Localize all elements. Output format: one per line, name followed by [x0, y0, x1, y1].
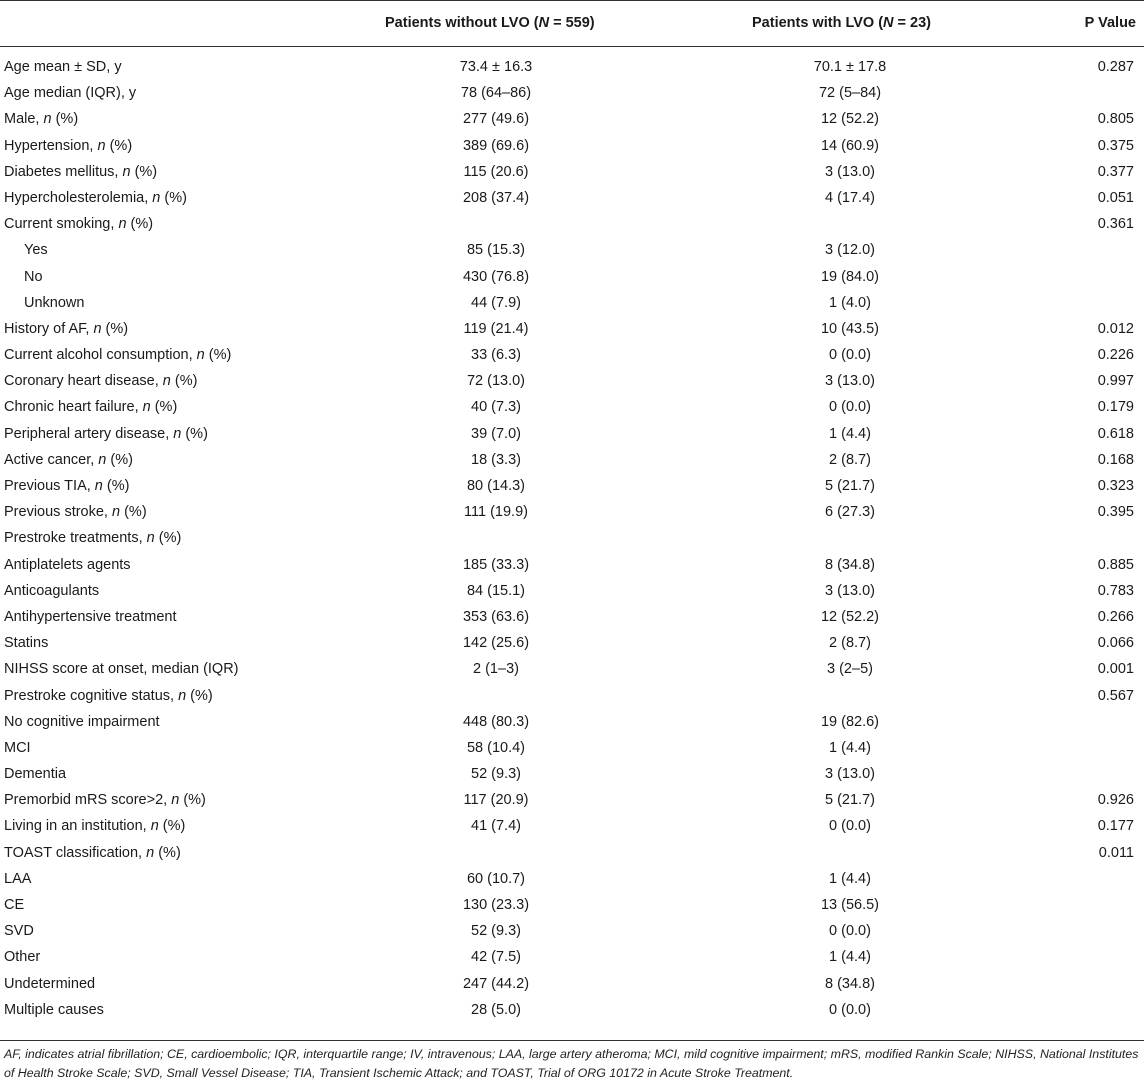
row-label: Age median (IQR), y — [4, 85, 137, 102]
table-row — [0, 604, 1144, 630]
row-label: NIHSS score at onset, median (IQR) — [4, 661, 239, 678]
table-row — [0, 944, 1144, 970]
cell-without-lvo: 84 (15.1) — [466, 582, 526, 599]
cell-p-value: 0.323 — [1097, 478, 1134, 494]
cell-p-value: 0.012 — [1097, 320, 1134, 337]
row-label: Other — [4, 949, 41, 966]
row-label: Current smoking, n (%) — [4, 216, 154, 233]
cell-without-lvo: 42 (7.5) — [471, 949, 521, 966]
row-label: Statins — [4, 635, 49, 652]
table-row — [0, 840, 1144, 866]
table-row — [0, 447, 1144, 473]
table-header-row — [0, 0, 1144, 46]
table-row — [0, 787, 1144, 813]
table-row — [0, 185, 1144, 211]
row-label: Peripheral artery disease, n (%) — [4, 425, 208, 442]
cell-with-lvo: 0 (0.0) — [829, 923, 871, 940]
table-header-rule — [0, 46, 1144, 47]
row-label: Premorbid mRS score>2, n (%) — [4, 792, 206, 809]
cell-without-lvo: 52 (9.3) — [471, 923, 521, 940]
table-row — [0, 159, 1144, 185]
table-row — [0, 421, 1144, 447]
cell-p-value: 0.885 — [1097, 556, 1134, 573]
row-label: Coronary heart disease, n (%) — [4, 373, 198, 390]
cell-with-lvo: 1 (4.4) — [829, 739, 871, 756]
table-row — [0, 237, 1144, 263]
table-row — [0, 368, 1144, 394]
cell-without-lvo: 119 (21.4) — [463, 320, 529, 337]
cell-p-value: 0.001 — [1097, 661, 1134, 678]
row-label: Chronic heart failure, n (%) — [4, 399, 178, 416]
row-label: Antiplatelets agents — [4, 556, 131, 573]
cell-without-lvo: 80 (14.3) — [466, 478, 526, 494]
cell-with-lvo: 2 (8.7) — [829, 635, 871, 652]
row-label: Previous TIA, n (%) — [4, 478, 130, 494]
cell-p-value: 0.226 — [1097, 347, 1134, 364]
row-label: Living in an institution, n (%) — [4, 818, 186, 835]
cell-without-lvo: 117 (20.9) — [463, 792, 529, 809]
table-body — [0, 54, 1144, 1023]
cell-without-lvo: 40 (7.3) — [471, 399, 521, 416]
cell-p-value: 0.177 — [1097, 818, 1134, 835]
cell-with-lvo: 1 (4.4) — [829, 425, 871, 442]
cell-with-lvo: 3 (13.0) — [825, 582, 875, 599]
row-label: LAA — [4, 870, 32, 887]
row-label: Current alcohol consumption, n (%) — [4, 347, 232, 364]
row-label: Male, n (%) — [4, 111, 79, 128]
cell-p-value: 0.375 — [1097, 137, 1134, 154]
table-row — [0, 80, 1144, 106]
cell-p-value: 0.066 — [1097, 635, 1134, 652]
cell-with-lvo: 14 (60.9) — [820, 137, 880, 154]
row-label: Previous stroke, n (%) — [4, 504, 147, 521]
table-row — [0, 735, 1144, 761]
row-label: Anticoagulants — [4, 582, 100, 599]
cell-p-value: 0.618 — [1097, 425, 1134, 442]
cell-without-lvo: 28 (5.0) — [471, 1001, 521, 1018]
cell-with-lvo: 70.1 ± 17.8 — [813, 59, 887, 75]
cell-p-value: 0.377 — [1097, 163, 1134, 180]
cell-without-lvo: 185 (33.3) — [462, 556, 530, 573]
table-row — [0, 290, 1144, 316]
table-row — [0, 918, 1144, 944]
cell-with-lvo: 1 (4.4) — [829, 870, 871, 887]
row-label: SVD — [4, 923, 34, 940]
cell-with-lvo: 5 (21.7) — [825, 478, 875, 494]
cell-without-lvo: 247 (44.2) — [462, 975, 530, 992]
table-row — [0, 683, 1144, 709]
table-row — [0, 211, 1144, 237]
cell-with-lvo: 3 (12.0) — [825, 242, 875, 259]
cell-without-lvo: 448 (80.3) — [462, 713, 530, 730]
cell-with-lvo: 3 (13.0) — [825, 766, 875, 783]
cell-with-lvo: 1 (4.0) — [829, 294, 871, 311]
table-row — [0, 499, 1144, 525]
cell-with-lvo: 8 (34.8) — [825, 975, 875, 992]
row-label: Active cancer, n (%) — [4, 451, 133, 468]
cell-with-lvo: 0 (0.0) — [829, 399, 871, 416]
cell-p-value: 0.361 — [1097, 216, 1134, 233]
row-label: Hypercholesterolemia, n (%) — [4, 189, 187, 206]
cell-with-lvo: 1 (4.4) — [829, 949, 871, 966]
cell-without-lvo: 58 (10.4) — [466, 739, 526, 756]
cell-p-value: 0.395 — [1097, 504, 1134, 521]
cell-p-value: 0.051 — [1097, 189, 1134, 206]
cell-p-value: 0.011 — [1098, 844, 1134, 861]
table-row — [0, 656, 1144, 682]
cell-with-lvo: 0 (0.0) — [829, 1001, 871, 1018]
table-row — [0, 866, 1144, 892]
cell-p-value: 0.287 — [1097, 59, 1134, 75]
row-label: CE — [4, 897, 25, 913]
cell-with-lvo: 6 (27.3) — [825, 504, 875, 521]
row-label: No cognitive impairment — [4, 713, 160, 730]
row-label: Multiple causes — [4, 1001, 104, 1018]
row-label: Prestroke treatments, n (%) — [4, 530, 182, 547]
table-row — [0, 630, 1144, 656]
table-row — [0, 971, 1144, 997]
cell-p-value: 0.783 — [1097, 582, 1134, 599]
cell-without-lvo: 85 (15.3) — [466, 242, 526, 259]
cell-without-lvo: 389 (69.6) — [462, 137, 530, 154]
table-row — [0, 709, 1144, 735]
table-row — [0, 342, 1144, 368]
header-p-value: P Value — [1084, 15, 1136, 31]
cell-without-lvo: 39 (7.0) — [471, 425, 521, 442]
table-row — [0, 394, 1144, 420]
cell-without-lvo: 130 (23.3) — [462, 897, 530, 913]
table-row — [0, 54, 1144, 80]
row-label: Diabetes mellitus, n (%) — [4, 163, 158, 180]
cell-p-value: 0.266 — [1097, 608, 1134, 625]
cell-with-lvo: 12 (52.2) — [820, 111, 880, 128]
cell-p-value: 0.179 — [1097, 399, 1134, 416]
cell-without-lvo: 430 (76.8) — [462, 268, 530, 285]
table-row — [0, 997, 1144, 1023]
cell-with-lvo: 3 (2–5) — [827, 661, 873, 678]
cell-p-value: 0.805 — [1097, 111, 1134, 128]
row-label: Unknown — [24, 294, 85, 311]
row-label: History of AF, n (%) — [4, 320, 129, 337]
table-footnote: AF, indicates atrial fibrillation; CE, cardioembolic; IQR, interquartile range; IV, intravenous; LAA, large artery atheroma; MCI, mild cognitive impairment; mRS, modified Rankin Scale; NIHSS, National Institutes of Health Stroke Scale; SVD, Small Vessel Disease; TIA, Transient Ischemic Attack; and TOAST, Trial of ORG 10172 in Acute Stroke Treatment. — [4, 1047, 1139, 1080]
cell-p-value: 0.926 — [1097, 792, 1134, 809]
cell-with-lvo: 8 (34.8) — [825, 556, 875, 573]
cell-with-lvo: 19 (82.6) — [820, 713, 880, 730]
cell-with-lvo: 0 (0.0) — [829, 818, 871, 835]
cell-with-lvo: 2 (8.7) — [829, 451, 871, 468]
cell-with-lvo: 19 (84.0) — [820, 268, 880, 285]
cell-without-lvo: 60 (10.7) — [466, 870, 526, 887]
cell-without-lvo: 78 (64–86) — [460, 85, 532, 102]
cell-with-lvo: 72 (5–84) — [818, 85, 882, 102]
table-row — [0, 264, 1144, 290]
cell-p-value: 0.997 — [1097, 373, 1134, 390]
cell-with-lvo: 12 (52.2) — [820, 608, 880, 625]
cell-without-lvo: 52 (9.3) — [471, 766, 521, 783]
cell-with-lvo: 3 (13.0) — [825, 163, 875, 180]
table-row — [0, 578, 1144, 604]
row-label: Undetermined — [4, 975, 96, 992]
header-patients-without-lvo: Patients without LVO (N = 559) — [385, 15, 595, 31]
row-label: Prestroke cognitive status, n (%) — [4, 687, 213, 704]
cell-without-lvo: 115 (20.6) — [463, 163, 529, 180]
cell-with-lvo: 5 (21.7) — [825, 792, 875, 809]
row-label: Yes — [24, 242, 48, 259]
cell-without-lvo: 142 (25.6) — [462, 635, 530, 652]
cell-p-value: 0.168 — [1097, 451, 1134, 468]
row-label: Hypertension, n (%) — [4, 137, 133, 154]
cell-with-lvo: 0 (0.0) — [829, 347, 871, 364]
row-label: No — [24, 268, 43, 285]
row-label: Antihypertensive treatment — [4, 608, 177, 625]
table-bottom-rule — [0, 1040, 1144, 1041]
table-row — [0, 133, 1144, 159]
table-row — [0, 892, 1144, 918]
row-label: Age mean ± SD, y — [4, 59, 122, 75]
cell-without-lvo: 41 (7.4) — [471, 818, 521, 835]
table-row — [0, 473, 1144, 499]
cell-with-lvo: 10 (43.5) — [820, 320, 880, 337]
row-label: MCI — [4, 739, 31, 756]
table-row — [0, 761, 1144, 787]
cell-without-lvo: 33 (6.3) — [471, 347, 521, 364]
cell-without-lvo: 208 (37.4) — [462, 189, 530, 206]
table-row — [0, 525, 1144, 551]
cell-p-value: 0.567 — [1097, 687, 1134, 704]
cell-without-lvo: 111 (19.9) — [464, 504, 528, 521]
row-label: TOAST classification, n (%) — [4, 844, 181, 861]
table-row — [0, 106, 1144, 132]
cell-without-lvo: 18 (3.3) — [471, 451, 521, 468]
row-label: Dementia — [4, 766, 67, 783]
cell-with-lvo: 4 (17.4) — [825, 189, 875, 206]
header-patients-with-lvo: Patients with LVO (N = 23) — [752, 15, 932, 31]
cell-with-lvo: 3 (13.0) — [825, 373, 875, 390]
table-row — [0, 813, 1144, 839]
cell-without-lvo: 44 (7.9) — [471, 294, 521, 311]
table-row — [0, 552, 1144, 578]
cell-without-lvo: 277 (49.6) — [462, 111, 530, 128]
cell-without-lvo: 2 (1–3) — [473, 661, 519, 678]
cell-with-lvo: 13 (56.5) — [820, 897, 880, 913]
table-row — [0, 316, 1144, 342]
cell-without-lvo: 73.4 ± 16.3 — [459, 59, 533, 75]
cell-without-lvo: 353 (63.6) — [462, 608, 530, 625]
cell-without-lvo: 72 (13.0) — [466, 373, 526, 390]
